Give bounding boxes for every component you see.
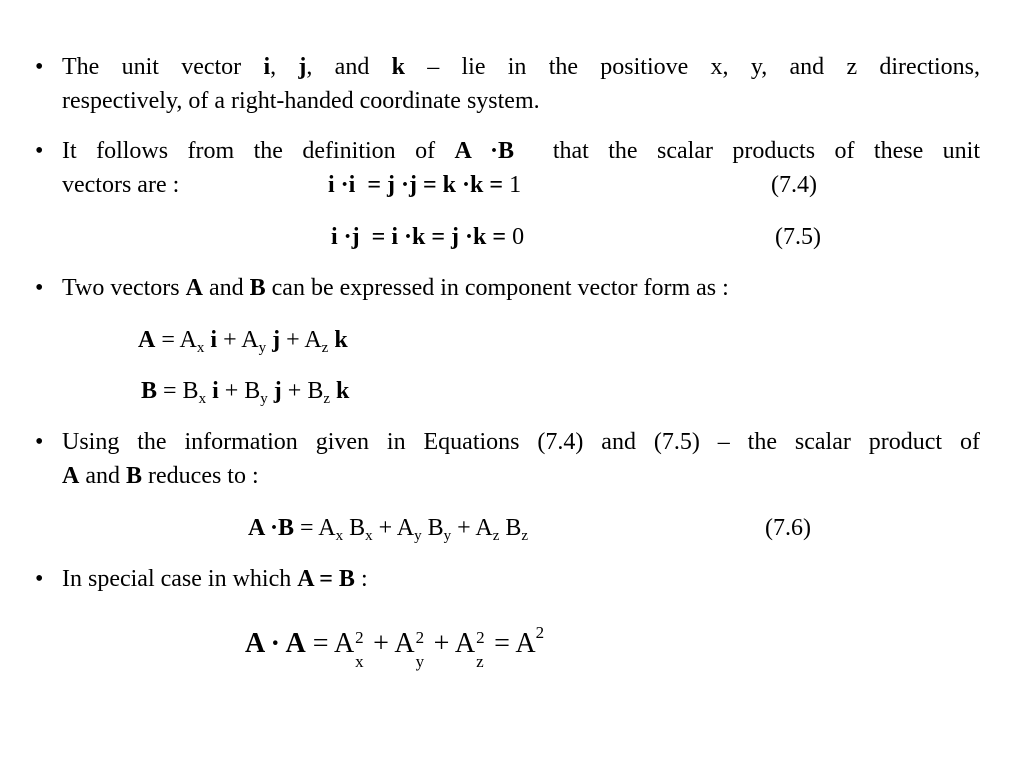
equation-7-4: i ·i = j ·j = k ·k = 1	[328, 172, 522, 198]
superscript-subscript: 2 z	[476, 628, 485, 671]
superscript-subscript: 2 y	[415, 628, 425, 671]
equation-7-5: i ·j = i ·k = j ·k = 0	[331, 224, 525, 250]
equation-vector-a: $A = A_x$ $i + A_y$ $j + A_z$ k	[138, 327, 348, 356]
bullet-line: A and B reduces to :	[62, 463, 259, 489]
equation-number-7-4: (7.4)	[771, 172, 817, 198]
bullet-line: Using the information given in Equations (7.4) and (7.5) – the scalar product of	[62, 429, 980, 455]
bullet-unit-vectors	[62, 50, 980, 118]
bullet-marker: •	[35, 275, 44, 301]
bullet-marker: •	[35, 566, 44, 592]
bullet-marker: •	[35, 54, 44, 80]
equation-number-7-6: (7.6)	[765, 515, 811, 541]
equation-7-6: $A \cdot B = A_x$ $B_x + A_y$ $B_y + A_z$ $B_z$	[248, 515, 529, 544]
equation-a-dot-a: A · A = A 2 x + A 2 y + A 2 z = $A^2$	[245, 623, 545, 671]
bullet-line: vectors are :	[62, 172, 180, 198]
equation-number-7-5: (7.5)	[775, 224, 821, 250]
superscript-subscript: 2 x	[355, 628, 364, 671]
bullet-line: It follows from the definition of A ·B that the scalar products of these unit	[62, 138, 980, 164]
bullet-scalar-product-reduce	[62, 425, 980, 493]
bullet-line: respectively, of a right-handed coordinate system.	[62, 88, 540, 114]
equation-vector-b: $B = B_x$ $i + B_y$ $j + B_z$ k	[141, 378, 350, 407]
bullet-marker: •	[35, 429, 44, 455]
bullet-marker: •	[35, 138, 44, 164]
bullet-component-form: Two vectors A and B can be expressed in component vector form as :	[62, 275, 729, 301]
bullet-special-case: In special case in which A = B :	[62, 566, 368, 592]
bullet-line: The unit vector i, j, and k – lie in the positiove x, y, and z directions,	[62, 54, 981, 80]
